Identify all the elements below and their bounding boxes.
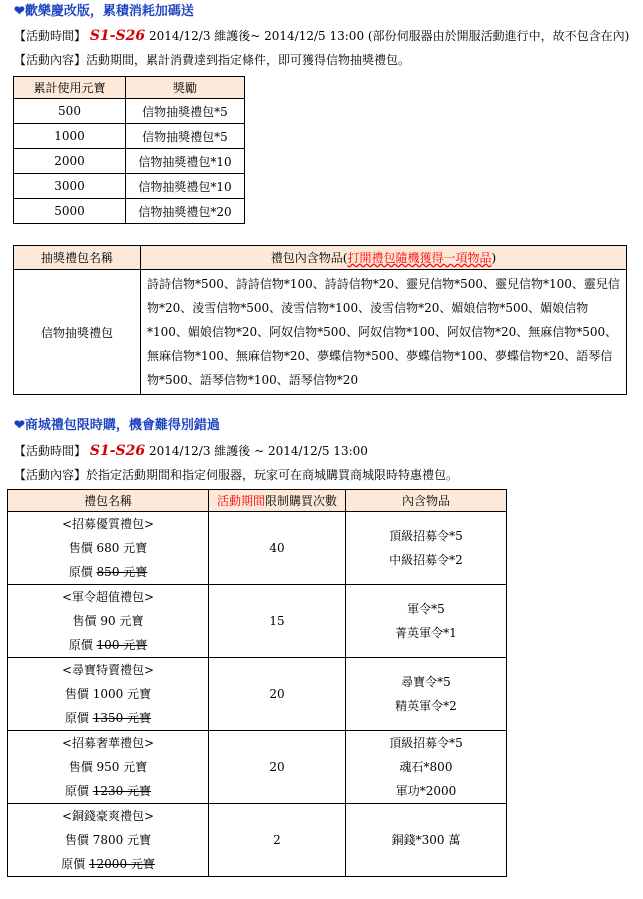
content-item: 軍令*5 [407, 602, 445, 616]
pack-limit: 2 [209, 804, 346, 877]
pack-price: 售價 1000 元寶 [64, 687, 152, 701]
pack-contents [346, 512, 507, 585]
pack-limit: 15 [209, 585, 346, 658]
section1-title-text: 歡樂慶改版，累積消耗加碼送 [24, 4, 194, 19]
pack-name: <尋寶特賣禮包> [61, 663, 155, 677]
orig-value: 12000 元寶 [88, 857, 155, 871]
pack-price: 售價 90 元寶 [72, 614, 144, 628]
orig-value: 1350 元寶 [92, 711, 152, 725]
shop-table [7, 489, 507, 877]
pack-name: 信物抽獎禮包 [14, 270, 141, 395]
section2-title [14, 418, 220, 434]
pack-name: <銅錢豪爽禮包> [61, 809, 155, 823]
pack-name: <軍令超值禮包> [61, 590, 155, 604]
pack-original-price [8, 706, 208, 730]
shop-header-name: 禮包名稱 [8, 490, 209, 512]
reward-amount: 500 [14, 99, 126, 124]
section2-title-text: 商城禮包限時購，機會難得別錯過 [24, 418, 220, 433]
content-item: 頂級招募令*5 [389, 736, 463, 750]
pack-contents [346, 585, 507, 658]
time-text: 2014/12/3 維護後~ 2014/12/5 13:00 (部份伺服器由於開服活動進行中，故不包含在內) [148, 29, 630, 43]
pack-price: 售價 950 元寶 [68, 760, 148, 774]
pack-info [8, 804, 209, 877]
table-row [8, 804, 507, 877]
table-row [14, 270, 627, 395]
table-row [8, 585, 507, 658]
server-range: S1-S26 [89, 28, 146, 44]
section2-content [14, 467, 458, 483]
content-item: 精英軍令*2 [395, 699, 457, 713]
pack-limit: 20 [209, 658, 346, 731]
pack-info [8, 658, 209, 731]
pack-contents [346, 731, 507, 804]
table-row [14, 149, 245, 174]
pack-original-price [8, 633, 208, 657]
pack-original-price [8, 779, 208, 803]
orig-prefix: 原價 [64, 711, 93, 725]
pack-name: <招募優質禮包> [61, 517, 155, 531]
reward-header-amount: 累計使用元寶 [14, 77, 126, 99]
pack-price: 售價 7800 元寶 [64, 833, 152, 847]
content-item: 軍功*2000 [395, 784, 457, 798]
reward-amount: 1000 [14, 124, 126, 149]
time-label: 【活動時間】 [14, 29, 87, 43]
content-item: 銅錢*300 萬 [391, 833, 461, 847]
content-item: 魂石*800 [399, 760, 453, 774]
pack-original-price [8, 852, 208, 876]
shop-header-limit-red: 活動期間 [216, 494, 265, 508]
pack-limit: 20 [209, 731, 346, 804]
table-row [14, 99, 245, 124]
time-text: 2014/12/3 維護後 ~ 2014/12/5 13:00 [148, 444, 368, 458]
reward-item: 信物抽獎禮包*10 [126, 149, 245, 174]
orig-value: 1230 元寶 [92, 784, 152, 798]
reward-amount: 5000 [14, 199, 126, 224]
pack-header-items-suffix: ) [491, 251, 497, 265]
pack-contents [346, 804, 507, 877]
pack-table [13, 245, 627, 395]
section1-time [14, 28, 629, 44]
reward-amount: 2000 [14, 149, 126, 174]
time-label: 【活動時間】 [14, 444, 87, 458]
pack-info [8, 585, 209, 658]
section1-content [14, 52, 410, 68]
heart-icon: ❤ [14, 4, 25, 19]
shop-header-items: 內含物品 [346, 490, 507, 512]
reward-item: 信物抽獎禮包*5 [126, 124, 245, 149]
section1-title [14, 4, 194, 20]
content-item: 中級招募令*2 [389, 553, 463, 567]
orig-prefix: 原價 [68, 638, 97, 652]
pack-original-price [8, 560, 208, 584]
reward-item: 信物抽獎禮包*20 [126, 199, 245, 224]
server-range: S1-S26 [89, 443, 146, 459]
orig-prefix: 原價 [64, 784, 93, 798]
section2-time [14, 443, 368, 459]
content-item: 頂級招募令*5 [389, 529, 463, 543]
reward-table [13, 76, 245, 224]
pack-header-name: 抽獎禮包名稱 [14, 246, 141, 270]
shop-header-limit-rest: 限制購買次數 [265, 494, 338, 508]
content-item: 菁英軍令*1 [395, 626, 457, 640]
pack-name: <招募奢華禮包> [61, 736, 155, 750]
table-row [14, 124, 245, 149]
pack-limit: 40 [209, 512, 346, 585]
table-row [14, 174, 245, 199]
orig-value: 100 元寶 [96, 638, 148, 652]
orig-prefix: 原價 [68, 565, 97, 579]
reward-header-reward: 獎勵 [126, 77, 245, 99]
pack-info [8, 731, 209, 804]
pack-header-items-prefix: 禮包內含物品( [270, 251, 348, 265]
heart-icon: ❤ [14, 418, 25, 433]
reward-item: 信物抽獎禮包*5 [126, 99, 245, 124]
table-row [8, 731, 507, 804]
orig-value: 850 元寶 [96, 565, 148, 579]
pack-items: 詩詩信物*500、詩詩信物*100、詩詩信物*20、靈兒信物*500、靈兒信物*100、靈兒信物*20、淩雪信物*500、淩雪信物*100、淩雪信物*20、媚娘信物*500、媚娘信物*100、媚娘信物*20、阿奴信物*500、阿奴信物*100、阿奴信物*20、無麻信物*500、無麻信物*100、無麻信物*20、夢蝶信物*500、夢蝶信物*100、夢蝶信物*20、語琴信物*500、語琴信物*100、語琴信物*20 [141, 270, 627, 395]
table-row [14, 199, 245, 224]
content-label: 【活動內容】 [14, 53, 87, 67]
content-item: 尋寶令*5 [401, 675, 451, 689]
content-text: 活動期間，累計消費達到指定條件，即可獲得信物抽獎禮包。 [86, 53, 411, 67]
pack-header-items-note: 打開禮包隨機獲得一項物品 [347, 251, 492, 265]
reward-item: 信物抽獎禮包*10 [126, 174, 245, 199]
pack-info [8, 512, 209, 585]
orig-prefix: 原價 [61, 857, 89, 871]
table-row [8, 512, 507, 585]
content-text: 於指定活動期間和指定伺服器，玩家可在商城購買商城限時特惠禮包。 [86, 468, 459, 482]
table-row [8, 658, 507, 731]
shop-header-limit [209, 490, 346, 512]
reward-amount: 3000 [14, 174, 126, 199]
content-label: 【活動內容】 [14, 468, 87, 482]
pack-header-items [141, 246, 627, 270]
pack-price: 售價 680 元寶 [68, 541, 148, 555]
pack-contents [346, 658, 507, 731]
